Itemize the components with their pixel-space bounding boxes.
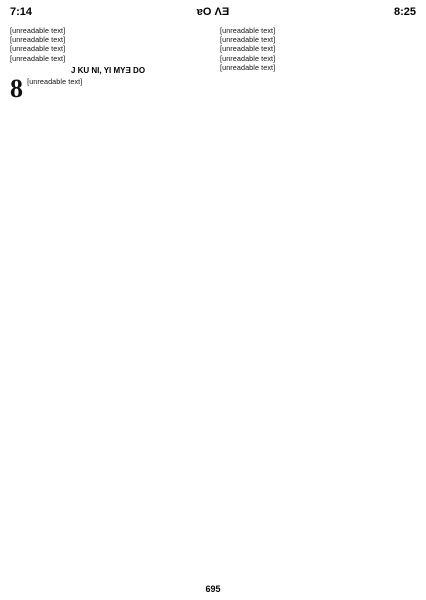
left-column — [10, 26, 206, 574]
paragraph: [unreadable text] — [220, 35, 276, 45]
paragraph: [unreadable text] — [220, 62, 276, 72]
chapter-heading: J KU NI, YI MYƎ DO — [70, 65, 146, 75]
chapter-text: [unreadable text] — [27, 76, 83, 86]
chapter-number: 8 — [10, 73, 24, 103]
paragraph: [unreadable text] — [220, 53, 276, 63]
paragraph: [unreadable text] — [220, 26, 276, 35]
header-left-ref: 7:14 — [10, 6, 33, 18]
paragraph: [unreadable text] — [220, 44, 276, 54]
page-number: 695 — [205, 584, 221, 594]
page-header — [10, 6, 416, 22]
paragraph: [unreadable text] — [10, 35, 66, 45]
paragraph — [10, 73, 206, 103]
header-book-name: ɐO ɅƎ — [196, 6, 230, 18]
paragraph: [unreadable text] — [10, 44, 66, 54]
paragraph: [unreadable text] — [10, 26, 66, 35]
paragraph: [unreadable text] — [10, 53, 66, 63]
right-column — [220, 26, 416, 574]
text-columns — [10, 26, 416, 574]
header-right-ref: 8:25 — [393, 6, 416, 18]
